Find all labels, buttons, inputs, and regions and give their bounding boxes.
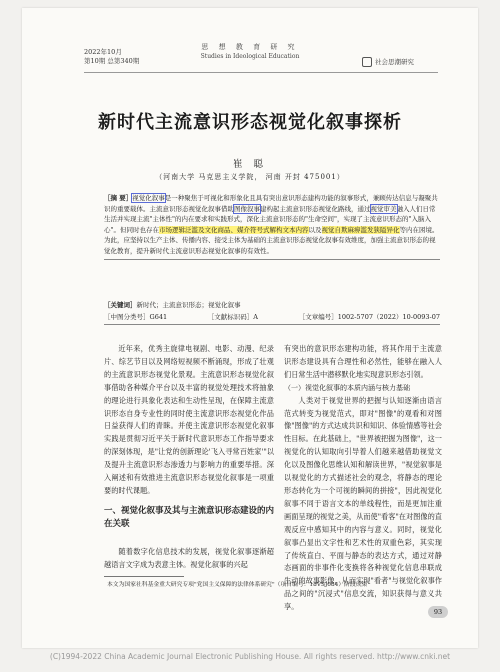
body-paragraph-text: 随着数字化信息技术的发展，视觉化叙事逐渐超越语言文字成为表意主体。视觉化叙事的兴起 <box>104 547 274 569</box>
abstract-text: 建构起主流意识形态视觉化路线，通过 <box>260 204 371 213</box>
issue-number: 第10期 总第340期 <box>84 57 140 65</box>
body-paragraph <box>104 546 274 572</box>
highlight-span: 视觉化叙事 <box>132 194 165 202</box>
journal-name-en: Studies in Ideological Education <box>200 53 300 60</box>
keywords-label: ［关键词］ <box>104 301 137 309</box>
section-heading: 一、视觉化叙事及其与主流意识形态建设的内在关联 <box>104 506 275 529</box>
article-title: 新时代主流意识形态视觉化叙事探析 <box>98 112 402 133</box>
highlight-span: 市场逻辑泛滥及文化商品、媒介符号式解构文本内容 <box>159 225 309 234</box>
article-meta <box>104 312 440 321</box>
article-number: ［文章编号］1002-5707（2022）10-0093-07 <box>298 313 440 321</box>
body-left-column <box>104 343 274 498</box>
abstract-text: 以及 <box>308 225 322 234</box>
body-right-column <box>284 343 442 614</box>
body-paragraph: 有突出的意识形态建构功能，将其作用于主流意识形态建设具有合理性和必然性，能够在融入人们日常生活中潜移默化地实现意识形态引领。 <box>284 344 442 379</box>
column-logo-icon <box>362 57 372 67</box>
body-paragraph: 近年来，优秀主旋律电视剧、电影、动漫、纪录片、综艺节目以及网络短视频不断涌现，形成了壮观的主流意识形态视觉化景观。主流意识形态视觉化叙事借助各种媒介平台以及丰富的视觉处理技术将抽象的理论进行具象化表达和生动性呈现，在保障主流意识形态自身专业性的同时使主流意识形态视觉化作品日益获得人们的青睐。并使主流意识形态视觉化叙事实践是贯彻习近平关于新时代意识形态工作指导要求的深刻体现，是"让党的创新理论'飞入寻常百姓家'"以及提升主流意识形态渗透力与影响力的重要举措。深入阐述和有效推进主流意识形态视觉化叙事是一项重要的时代课题。 <box>104 344 274 495</box>
abstract <box>104 193 440 260</box>
abstract-text: 是一种聚焦于可视化和形象化且具有突出意识形态建构功能的叙事形式，兼顾传达信息与凝聚共识的重要载体。主流意识形态视觉化叙事借助 <box>104 194 438 213</box>
article-author: 崔 聪 <box>232 159 268 170</box>
column-label <box>362 57 422 68</box>
keywords-text: 新时代；主流意识形态；视觉化叙事 <box>136 301 241 309</box>
header-divider <box>84 72 438 73</box>
keywords <box>104 301 241 310</box>
copyright-footer: (C)1994-2022 China Academic Journal Electronic Publishing House. All rights reserved. http://www.cnki.net <box>49 652 451 661</box>
journal-page <box>22 8 478 648</box>
page-number: 93 <box>428 606 448 618</box>
highlight-span: 图像叙事 <box>234 204 260 213</box>
abstract-text: 等内在困境。为此，应坚持以生产主体、传播内容、接受主体为基础的主流意识形态视觉化叙事有效维度，加强主流意识形态的视觉化教育，提升新时代主流意识形态视觉化叙事的有效性。 <box>104 225 439 255</box>
funding-note: 本文为国家社科基金重大研究专项"党国主义保障的法律体系研究"（项目编号：18VSJ084）阶段成果 <box>107 582 368 588</box>
abstract-text: 融入人们日常生活并实现主流"主体性"的内在要求和实践形式，深化主流意识形态的"生命空间"，实现了主流意识形态的"入脑入心"。但同时也存在 <box>104 204 436 234</box>
highlight-span: 视觉审美 <box>370 204 397 213</box>
author-affiliation: （河南大学 马克思主义学院， 河南 开封 475001） <box>155 173 345 181</box>
subsection-heading: （一）视觉化叙事的本质内涵与核力基础 <box>284 383 410 392</box>
highlight-span: 视觉自欺麻痹滥发狭隘异化 <box>321 225 400 234</box>
issue-date: 2022年10月 <box>84 48 122 56</box>
document-code: ［文献标识码］A <box>207 313 258 321</box>
column-name: 社会思潮研究 <box>375 58 414 66</box>
journal-name-cn: 思 想 教 育 研 究 <box>201 43 299 51</box>
clc-number: ［中图分类号］G641 <box>104 313 168 321</box>
meta-divider <box>104 324 440 325</box>
body-paragraph: 人类对于视觉世界的把握与认知逐渐由语言范式转变为视觉范式，即对"图像"的观看和对图像"图像"的方式达成共识和知识、体验情感等社会性目标。在此基础上，"世界被把握为图像"，这一视觉化的认知取向引导着人们越来越借助视觉文化以及图像化思维认知和解读世界，"视觉叙事是以视觉化的方式描述社会的观念，将静态的理论形态转化为一个可视的瞬间的拼接"，因此视觉化叙事不同于语言文本的单线程性，而是更加注重画面呈现的视觉之美，从而使"看客"在对图像的直观反应中感知其中的内容与意义。同时，视觉化叙事凸显出文字性和艺术性的双重色彩，其实现了传统直白、平面与静态的表达方式，通过对静态画面的非事件化变换将各种视觉化信息串联成生动的故事影像，从而实现"看者"与视觉化叙事作品之间的"沉浸式"信息交流，知识获得与意义共享。 <box>284 395 442 612</box>
abstract-label: ［摘 要］ <box>104 194 133 202</box>
footnote-divider <box>104 576 184 577</box>
